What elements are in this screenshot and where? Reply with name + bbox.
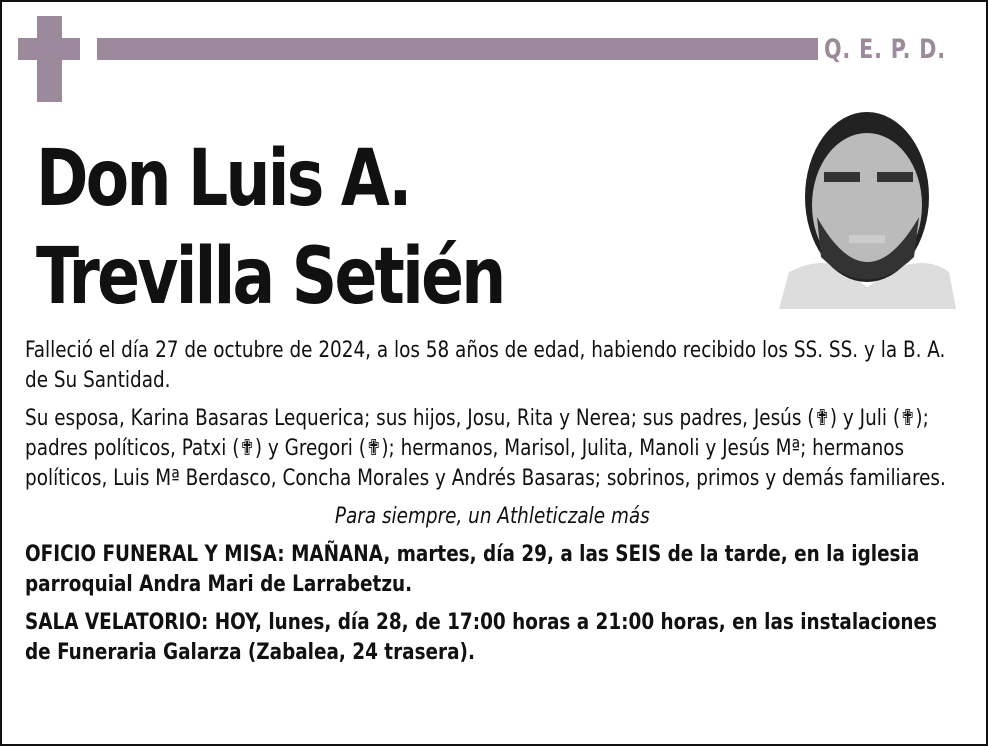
deceased-name [36,130,503,326]
wake-info: SALA VELATORIO: HOY, lunes, día 28, de 17:00 horas a 21:00 horas, en las instalaciones de Funeraria Galarza (Zabalea, 24 trasera). [25,610,937,665]
qepd-label: Q. E. P. D. [824,34,947,65]
motto: Para siempre, un Athleticzale más [334,504,650,529]
death-statement: Falleció el día 27 de octubre de 2024, a los 58 años de edad, habiendo recibido los SS. SS. y la B. A. de Su Santidad. [25,338,946,393]
header-bar [97,38,818,60]
name-line-2: Trevilla Setién [36,232,504,322]
cross-icon-arm [18,38,80,60]
name-line-1: Don Luis A. [36,134,410,224]
funeral-info: OFICIO FUNERAL Y MISA: MAÑANA, martes, día 29, a las SEIS de la tarde, en la iglesia parroquial Andra Mari de Larrabetzu. [25,542,920,597]
portrait-photo [779,97,956,309]
notice-body [25,336,960,676]
family-list: Su esposa, Karina Basaras Lequerica; sus hijos, Josu, Rita y Nerea; sus padres, Jesús (✟) y Juli (✟); padres políticos, Patxi (✟) y Gregori (✟); hermanos, Marisol, Julita, Manoli y Jesús Mª; hermanos políticos, Luis Mª Berdasco, Concha Morales y Andrés Basaras; sobrinos, primos y demás familiares. [25,406,946,491]
